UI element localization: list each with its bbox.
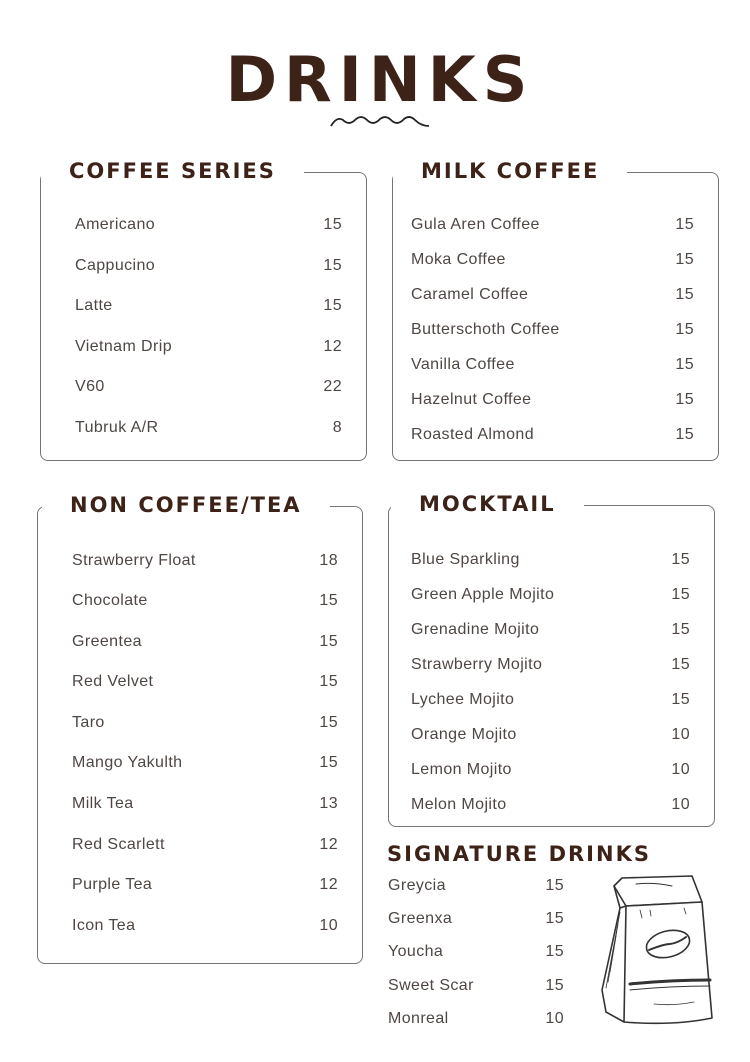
item-name: Youcha (388, 943, 444, 960)
coffee-series-title: COFFEE SERIES (41, 157, 304, 185)
item-price: 10 (671, 726, 690, 743)
menu-item (411, 620, 690, 640)
item-price: 10 (671, 761, 690, 778)
item-name: Taro (72, 714, 105, 731)
menu-item (75, 418, 342, 438)
item-name: Cappucino (75, 257, 156, 274)
menu-item (411, 215, 694, 235)
item-name: Vanilla Coffee (411, 356, 515, 373)
item-price: 15 (545, 943, 564, 960)
item-name: Chocolate (72, 592, 148, 609)
item-name: Red Scarlett (72, 836, 165, 853)
signature-drinks-title: SIGNATURE DRINKS (387, 842, 651, 866)
menu-item (75, 296, 342, 316)
item-name: Strawberry Float (72, 552, 196, 569)
item-name: Butterschoth Coffee (411, 321, 560, 338)
item-price: 15 (319, 633, 338, 650)
menu-item (72, 835, 338, 855)
item-name: Lemon Mojito (411, 761, 512, 778)
item-name: V60 (75, 378, 105, 395)
item-name: Moka Coffee (411, 251, 506, 268)
item-price: 15 (675, 321, 694, 338)
menu-item (411, 795, 690, 815)
menu-item (388, 876, 564, 896)
menu-item (411, 655, 690, 675)
menu-item (72, 916, 338, 936)
item-name: Purple Tea (72, 876, 153, 893)
item-name: Greentea (72, 633, 142, 650)
item-price: 15 (319, 714, 338, 731)
menu-item (72, 713, 338, 733)
item-name: Sweet Scar (388, 977, 474, 994)
mocktail-title: MOCKTAIL (391, 490, 584, 518)
item-name: Greycia (388, 877, 446, 894)
non-coffee-tea-title: NON COFFEE/TEA (42, 491, 330, 519)
menu-item (75, 377, 342, 397)
coffee-series-section (40, 159, 367, 461)
menu-item (411, 355, 694, 375)
item-price: 15 (671, 691, 690, 708)
item-name: Mango Yakulth (72, 754, 183, 771)
item-price: 15 (319, 592, 338, 609)
menu-item (411, 760, 690, 780)
menu-item (411, 320, 694, 340)
coffee-bag-icon (594, 872, 718, 1032)
menu-item (72, 591, 338, 611)
item-name: Hazelnut Coffee (411, 391, 532, 408)
item-price: 15 (671, 551, 690, 568)
item-name: Melon Mojito (411, 796, 507, 813)
menu-item (388, 909, 564, 929)
item-price: 10 (671, 796, 690, 813)
item-price: 15 (545, 910, 564, 927)
item-name: Icon Tea (72, 917, 136, 934)
wave-divider-icon (329, 114, 431, 130)
menu-item (411, 285, 694, 305)
item-price: 13 (319, 795, 338, 812)
item-name: Lychee Mojito (411, 691, 515, 708)
page-title: DRINKS (225, 43, 535, 116)
item-price: 15 (671, 586, 690, 603)
item-price: 15 (323, 297, 342, 314)
menu-item (72, 794, 338, 814)
item-name: Tubruk A/R (75, 419, 159, 436)
menu-item (75, 215, 342, 235)
item-price: 15 (323, 216, 342, 233)
menu-item (72, 551, 338, 571)
item-price: 18 (319, 552, 338, 569)
item-price: 15 (675, 286, 694, 303)
menu-item (72, 632, 338, 652)
item-price: 8 (332, 419, 342, 436)
item-name: Vietnam Drip (75, 338, 172, 355)
menu-item (388, 976, 564, 996)
menu-item (411, 550, 690, 570)
item-price: 12 (319, 876, 338, 893)
item-price: 22 (323, 378, 342, 395)
item-name: Roasted Almond (411, 426, 535, 443)
item-price: 15 (671, 656, 690, 673)
item-name: Greenxa (388, 910, 453, 927)
item-price: 15 (675, 391, 694, 408)
item-name: Gula Aren Coffee (411, 216, 540, 233)
menu-item (72, 672, 338, 692)
item-price: 12 (323, 338, 342, 355)
item-name: Americano (75, 216, 156, 233)
menu-item (72, 875, 338, 895)
menu-item (388, 942, 564, 962)
item-name: Milk Tea (72, 795, 134, 812)
menu-item (75, 337, 342, 357)
menu-item (75, 256, 342, 276)
item-price: 15 (675, 216, 694, 233)
menu-item (411, 390, 694, 410)
menu-item (411, 725, 690, 745)
item-name: Blue Sparkling (411, 551, 520, 568)
item-price: 12 (319, 836, 338, 853)
milk-coffee-title: MILK COFFEE (393, 157, 627, 185)
item-price: 15 (675, 251, 694, 268)
menu-item (72, 753, 338, 773)
item-price: 15 (319, 673, 338, 690)
menu-item (411, 250, 694, 270)
item-price: 15 (319, 754, 338, 771)
item-name: Latte (75, 297, 113, 314)
milk-coffee-section (392, 159, 719, 461)
item-price: 15 (323, 257, 342, 274)
menu-item (411, 425, 694, 445)
item-price: 10 (319, 917, 338, 934)
non-coffee-tea-section (37, 493, 363, 964)
mocktail-section (388, 492, 715, 827)
item-price: 15 (545, 977, 564, 994)
menu-item (411, 690, 690, 710)
item-name: Orange Mojito (411, 726, 517, 743)
menu-item (388, 1009, 564, 1029)
item-price: 10 (545, 1010, 564, 1027)
item-price: 15 (545, 877, 564, 894)
item-name: Red Velvet (72, 673, 154, 690)
item-name: Monreal (388, 1010, 449, 1027)
menu-item (411, 585, 690, 605)
item-price: 15 (671, 621, 690, 638)
item-price: 15 (675, 356, 694, 373)
item-name: Caramel Coffee (411, 286, 529, 303)
item-name: Strawberry Mojito (411, 656, 543, 673)
item-price: 15 (675, 426, 694, 443)
item-name: Green Apple Mojito (411, 586, 555, 603)
item-name: Grenadine Mojito (411, 621, 540, 638)
